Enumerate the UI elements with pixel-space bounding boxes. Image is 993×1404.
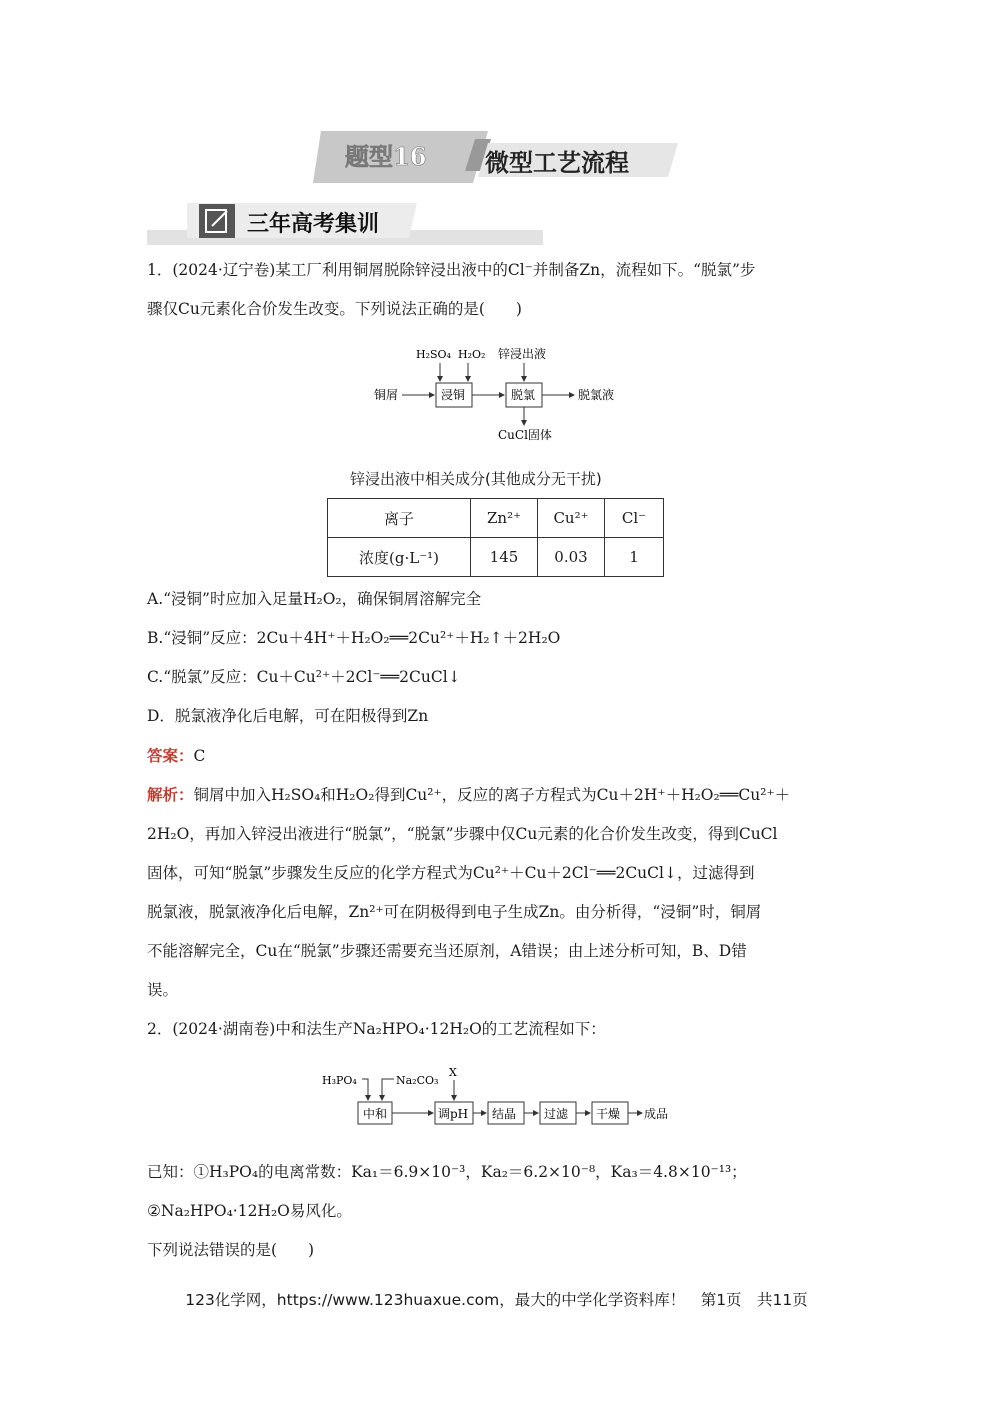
flow2-na2co3: Na₂CO₃	[396, 1074, 439, 1087]
table-cell-cu: 0.03	[538, 538, 605, 577]
topic-number: 题型16	[345, 142, 427, 171]
q1-flow-diagram	[370, 343, 630, 443]
flow2-x: X	[449, 1066, 457, 1079]
flow2-product: 成品	[644, 1107, 669, 1121]
q2-known-1: 已知：①H₃PO₄的电离常数：Ka₁＝6.9×10⁻³，Ka₂＝6.2×10⁻⁸，Ka₃＝4.8×10⁻¹³；	[147, 1163, 747, 1181]
table-cell-zn: 145	[471, 538, 538, 577]
svg-text:结晶: 结晶	[492, 1107, 517, 1121]
q1-stem-line1: 1．(2024·辽宁卷)某工厂利用铜屑脱除锌浸出液中的Cl⁻并制备Zn，流程如下。“脱氯”步	[147, 261, 756, 279]
flow-zinc-leach: 锌浸出液	[498, 347, 547, 361]
flow-h2o2: H₂O₂	[458, 348, 486, 361]
q1-analysis-line2: 2H₂O，再加入锌浸出液进行“脱氯”，“脱氯”步骤中仅Cu元素的化合价发生改变，得到CuCl	[147, 825, 778, 843]
q2-stem: 2．(2024·湖南卷)中和法生产Na₂HPO₄·12H₂O的工艺流程如下：	[147, 1020, 606, 1038]
svg-text:干燥: 干燥	[596, 1107, 621, 1121]
flow2-h3po4: H₃PO₄	[322, 1074, 357, 1087]
q1-analysis-line1: 解析：铜屑中加入H₂SO₄和H₂O₂得到Cu²⁺，反应的离子方程式为Cu＋2H⁺＋H₂O₂══Cu²⁺＋	[147, 785, 791, 804]
q1-analysis-line6: 误。	[147, 981, 179, 999]
q1-stem-line2: 骤仅Cu元素化合价发生改变。下列说法正确的是( )	[147, 300, 522, 318]
q2-flow-diagram	[318, 1062, 678, 1132]
table-caption: 锌浸出液中相关成分(其他成分无干扰)	[350, 470, 602, 488]
table-cell-cl: 1	[605, 538, 664, 577]
q1-option-d: D．脱氯液净化后电解，可在阳极得到Zn	[147, 707, 429, 725]
svg-text:过滤: 过滤	[544, 1107, 569, 1121]
flow-cucl-solid: CuCl固体	[498, 428, 552, 442]
q1-option-c: C.“脱氯”反应：Cu＋Cu²⁺＋2Cl⁻══2CuCl↓	[147, 668, 461, 686]
svg-text:调pH: 调pH	[438, 1107, 469, 1121]
svg-text:脱氯: 脱氯	[511, 388, 536, 402]
table-header-zn: Zn²⁺	[471, 499, 538, 538]
table-header-cu: Cu²⁺	[538, 499, 605, 538]
section-header	[147, 200, 543, 245]
q2-known-2: ②Na₂HPO₄·12H₂O易风化。	[147, 1202, 352, 1220]
q1-analysis-line4: 脱氯液，脱氯液净化后电解，Zn²⁺可在阴极得到电子生成Zn。由分析得，“浸铜”时，铜屑	[147, 903, 762, 921]
q1-analysis-line5: 不能溶解完全，Cu在“脱氯”步骤还需要充当还原剂，A错误；由上述分析可知，B、D错	[147, 942, 747, 960]
page-footer: 123化学网，https://www.123huaxue.com，最大的中学化学资料库！ 第1页 共11页	[185, 1291, 808, 1309]
q1-option-b: B.“浸铜”反应：2Cu＋4H⁺＋H₂O₂══2Cu²⁺＋H₂↑＋2H₂O	[147, 629, 561, 647]
q1-option-a: A.“浸铜”时应加入足量H₂O₂，确保铜屑溶解完全	[147, 590, 482, 608]
flow-copper-scrap: 铜屑	[374, 388, 399, 402]
ion-table	[327, 498, 664, 577]
section-title: 三年高考集训	[247, 211, 380, 237]
flow-h2so4: H₂SO₄	[416, 348, 451, 361]
table-header-ion: 离子	[328, 499, 471, 538]
q1-answer: 答案：C	[147, 746, 206, 765]
svg-text:中和: 中和	[363, 1107, 388, 1121]
topic-banner	[313, 131, 678, 183]
q1-analysis-line3: 固体，可知“脱氯”步骤发生反应的化学方程式为Cu²⁺＋Cu＋2Cl⁻══2CuCl↓，过滤得到	[147, 864, 755, 882]
q2-question: 下列说法错误的是( )	[147, 1241, 315, 1259]
svg-text:浸铜: 浸铜	[441, 388, 466, 402]
flow-out-liquid: 脱氯液	[578, 388, 615, 402]
topic-title: 微型工艺流程	[485, 148, 629, 177]
table-header-cl: Cl⁻	[605, 499, 664, 538]
table-row-label: 浓度(g·L⁻¹)	[328, 538, 471, 577]
